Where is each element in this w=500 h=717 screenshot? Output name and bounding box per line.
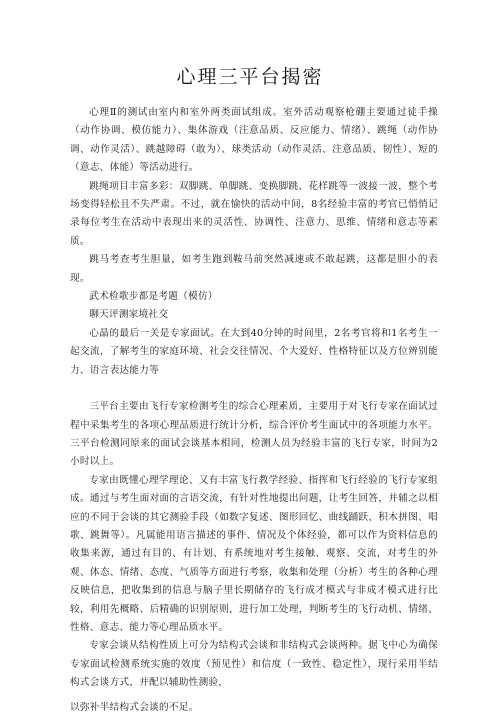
paragraph-rope-skipping: 跳绳项目丰富多彩：双脚跳、单脚跳、变换脚跳、花样跳等一波接一波，整个考场变得轻松且不失严肃。不过，就在愉快的活动中间，8名经验丰富的考官已悄悄记录每位考生在活动中表现出来的灵活性、协调性、注意力、思维、情绪和意志等素质。: [70, 180, 438, 247]
paragraph-expert-team: 专家由既懂心理学理论、又有丰富飞行教学经验、指挥和飞行经验的飞行专家组成。通过与考生面对面的言语交流，有针对性地提出问题，让考生回答，并辅之以相应的不同于会谈的其它测验手段（如数字复述、图形回忆、曲线踊跃、积木拼图、唱歌、跳舞等）。凡属能用语言描述的事件、情况及个体经验，都可以作为资料信息的收集来源，通过有目的、有计划、有系统地对考生接触、观察、交流，对考生的外观、体态、情绪、态度、气质等方面进行考察，收集和处理（分析）考生的各种心理反映信息，把收集到的信息与脑子里长期储存的飞行成才模式与非成才模式进行比较，利用先概略、后精确的识别原则，进行加工处理，判断考生的飞行动机、情绪、性格、意志、能力等心理品质水平。: [70, 474, 438, 633]
paragraph-platform-three: 三平台主要由飞行专家检测考生的综合心理素质，主要用于对飞行专家在面试过程中采集考生的各项心理品质进行统计分析，综合评价考生面试中的各项能力水平。三平台检测同原来的面试会谈基本相同，检测人员为经验丰富的飞行专家，时间为2小时以上。: [70, 401, 438, 468]
document-body: [70, 104, 438, 717]
paragraph-martial-arts: 武术检歌步都是考题（模仿）: [89, 291, 218, 303]
paragraph-expert-interview: 心晶的最后一关是专家面试。在大到40分钟的时间里，2名考官将和1名考生一起交流，了解考生的家庭环境、社会交往情况、个大爱好、性格特征以及方位辨别能力、语言表达能力等: [70, 327, 438, 376]
paragraph-outdoor-test: 心理Ⅱ的测试由室内和室外两类面试组成。室外活动观察枪硼主要通过徒手操（动作协调、模仿能力）、集体游戏（注意品质、反应能力、情绪）、跳绳（动作协调、动作灵活）、跳越障碍（敢为）、球类活动（动作灵活、注意品质、韧性）、短的（意志、体能）等活动进行。: [70, 107, 438, 174]
paragraph-interview-types: 专家会谈从结构性质上可分为结构式会谈和非结构式会谈两种。据飞中心为确保专家面试检测系统实施的效度（预见性）和信度（一致性、稳定性），现行采用半结构式会谈方式，并配以辅助性测验，: [70, 640, 438, 689]
paragraph-vaulting: 跳马考查考生胆量，如考生跑到鞍马前突然减速或不敢起跳，这都是胆小的表现。: [70, 254, 438, 284]
paragraph-closing: 以弥补半结构式会谈的不足。: [70, 701, 199, 713]
paragraph-chat: 聊天评测家境社交: [89, 309, 169, 321]
page-title: 心理三平台揭密: [176, 66, 324, 88]
